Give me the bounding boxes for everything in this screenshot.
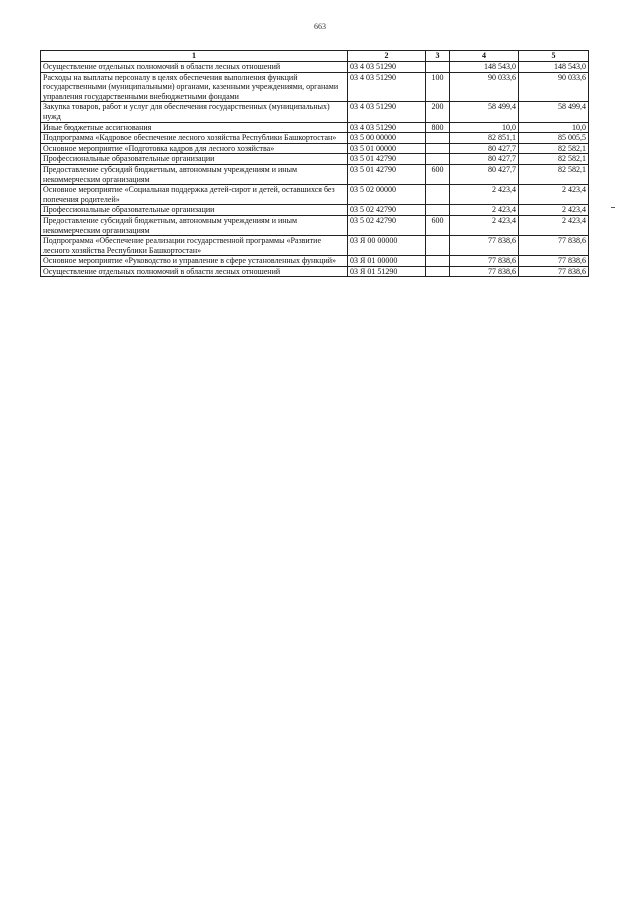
row-value-2-cell: 148 543,0 xyxy=(519,62,589,73)
row-value-2-cell: 2 423,4 xyxy=(519,185,589,205)
row-value-2-cell: 82 582,1 xyxy=(519,143,589,154)
row-value-1-cell: 77 838,6 xyxy=(450,236,519,256)
row-expense-type-cell xyxy=(426,143,450,154)
row-name-cell: Профессиональные образовательные организации xyxy=(41,205,348,216)
row-value-1-cell: 2 423,4 xyxy=(450,215,519,235)
row-code-cell: 03 4 03 51290 xyxy=(348,102,426,122)
column-header-code: 2 xyxy=(348,51,426,62)
row-value-2-cell: 2 423,4 xyxy=(519,215,589,235)
row-value-2-cell: 82 582,1 xyxy=(519,154,589,165)
column-header-value-2: 5 xyxy=(519,51,589,62)
table-row xyxy=(41,72,589,102)
row-expense-type-cell xyxy=(426,205,450,216)
row-expense-type-cell xyxy=(426,236,450,256)
column-header-name: 1 xyxy=(41,51,348,62)
row-expense-type-cell: 600 xyxy=(426,164,450,184)
table-row xyxy=(41,215,589,235)
row-code-cell: 03 Я 01 51290 xyxy=(348,266,426,277)
row-expense-type-cell: 800 xyxy=(426,122,450,133)
row-value-2-cell: 77 838,6 xyxy=(519,256,589,267)
row-name-cell: Основное мероприятие «Подготовка кадров для лесного хозяйства» xyxy=(41,143,348,154)
table-row xyxy=(41,256,589,267)
row-value-1-cell: 2 423,4 xyxy=(450,185,519,205)
row-value-2-cell: 58 499,4 xyxy=(519,102,589,122)
row-name-cell: Основное мероприятие «Социальная поддержка детей-сирот и детей, оставшихся без попечения родителей» xyxy=(41,185,348,205)
row-value-1-cell: 58 499,4 xyxy=(450,102,519,122)
table-header xyxy=(41,51,589,62)
row-code-cell: 03 5 00 00000 xyxy=(348,133,426,144)
row-expense-type-cell: 100 xyxy=(426,72,450,102)
row-name-cell: Предоставление субсидий бюджетным, автономным учреждениям и иным некоммерческим организациям xyxy=(41,215,348,235)
row-value-1-cell: 80 427,7 xyxy=(450,164,519,184)
header-row xyxy=(41,51,589,62)
row-code-cell: 03 Я 01 00000 xyxy=(348,256,426,267)
row-code-cell: 03 5 01 42790 xyxy=(348,154,426,165)
row-code-cell: 03 5 01 42790 xyxy=(348,164,426,184)
row-value-2-cell: 77 838,6 xyxy=(519,266,589,277)
row-value-2-cell: 85 005,5 xyxy=(519,133,589,144)
row-code-cell: 03 4 03 51290 xyxy=(348,62,426,73)
row-expense-type-cell xyxy=(426,266,450,277)
row-code-cell: 03 4 03 51290 xyxy=(348,122,426,133)
table-row xyxy=(41,154,589,165)
row-code-cell: 03 5 02 42790 xyxy=(348,205,426,216)
row-value-2-cell: 77 838,6 xyxy=(519,236,589,256)
table-row xyxy=(41,185,589,205)
table-body xyxy=(41,62,589,277)
row-value-1-cell: 77 838,6 xyxy=(450,256,519,267)
table-row xyxy=(41,236,589,256)
table-row xyxy=(41,122,589,133)
column-header-expense-type: 3 xyxy=(426,51,450,62)
row-expense-type-cell xyxy=(426,133,450,144)
row-expense-type-cell xyxy=(426,62,450,73)
row-code-cell: 03 5 02 00000 xyxy=(348,185,426,205)
row-value-2-cell: 90 033,6 xyxy=(519,72,589,102)
row-value-1-cell: 2 423,4 xyxy=(450,205,519,216)
table-row xyxy=(41,143,589,154)
row-value-1-cell: 82 851,1 xyxy=(450,133,519,144)
row-name-cell: Иные бюджетные ассигнования xyxy=(41,122,348,133)
budget-table xyxy=(40,50,589,277)
margin-tick xyxy=(611,207,615,208)
table-row xyxy=(41,102,589,122)
row-name-cell: Подпрограмма «Обеспечение реализации государственной программы «Развитие лесного хозяйства Республики Башкортостан» xyxy=(41,236,348,256)
row-expense-type-cell xyxy=(426,256,450,267)
row-value-2-cell: 82 582,1 xyxy=(519,164,589,184)
row-name-cell: Осуществление отдельных полномочий в области лесных отношений xyxy=(41,266,348,277)
row-expense-type-cell xyxy=(426,185,450,205)
row-name-cell: Основное мероприятие «Руководство и управление в сфере установленных функций» xyxy=(41,256,348,267)
row-expense-type-cell xyxy=(426,154,450,165)
row-value-1-cell: 77 838,6 xyxy=(450,266,519,277)
row-name-cell: Закупка товаров, работ и услуг для обеспечения государственных (муниципальных) нужд xyxy=(41,102,348,122)
row-name-cell: Осуществление отдельных полномочий в области лесных отношений xyxy=(41,62,348,73)
row-value-1-cell: 80 427,7 xyxy=(450,154,519,165)
page-number: 663 xyxy=(314,22,326,31)
row-name-cell: Профессиональные образовательные организации xyxy=(41,154,348,165)
row-expense-type-cell: 600 xyxy=(426,215,450,235)
column-header-value-1: 4 xyxy=(450,51,519,62)
row-code-cell: 03 5 01 00000 xyxy=(348,143,426,154)
row-code-cell: 03 Я 00 00000 xyxy=(348,236,426,256)
row-name-cell: Расходы на выплаты персоналу в целях обеспечения выполнения функций государственными (муниципальными) органами, казенными учреждениями, органами управления государственными внебюджетными фондами xyxy=(41,72,348,102)
table-row xyxy=(41,62,589,73)
row-value-1-cell: 10,0 xyxy=(450,122,519,133)
row-expense-type-cell: 200 xyxy=(426,102,450,122)
row-value-1-cell: 80 427,7 xyxy=(450,143,519,154)
row-value-2-cell: 10,0 xyxy=(519,122,589,133)
table-row xyxy=(41,164,589,184)
row-value-2-cell: 2 423,4 xyxy=(519,205,589,216)
row-code-cell: 03 4 03 51290 xyxy=(348,72,426,102)
row-name-cell: Подпрограмма «Кадровое обеспечение лесного хозяйства Республики Башкортостан» xyxy=(41,133,348,144)
table-row xyxy=(41,133,589,144)
row-name-cell: Предоставление субсидий бюджетным, автономным учреждениям и иным некоммерческим организациям xyxy=(41,164,348,184)
table-row xyxy=(41,266,589,277)
row-value-1-cell: 148 543,0 xyxy=(450,62,519,73)
table-row xyxy=(41,205,589,216)
row-code-cell: 03 5 02 42790 xyxy=(348,215,426,235)
row-value-1-cell: 90 033,6 xyxy=(450,72,519,102)
